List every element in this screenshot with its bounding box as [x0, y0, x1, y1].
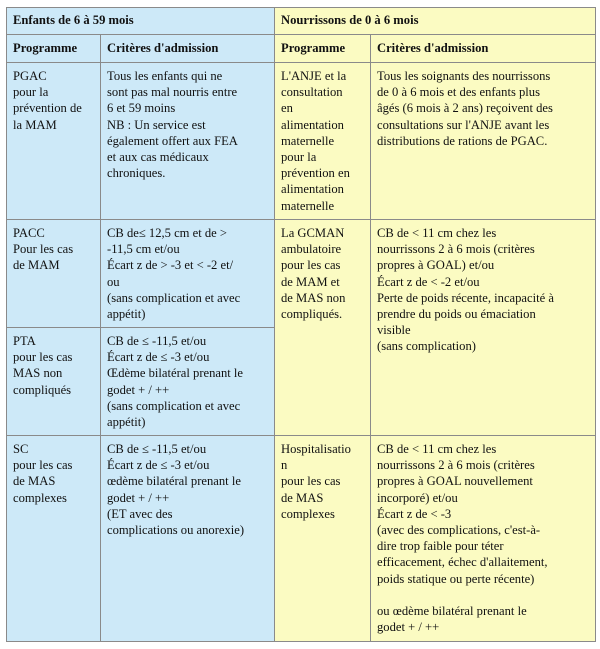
- table-cell: [101, 328, 275, 436]
- table-cell: [101, 63, 275, 220]
- program-sc: SC pour les cas de MAS complexes: [13, 442, 73, 505]
- infant-program-hospitalisation: Hospitalisatio n pour les cas de MAS complexes: [281, 442, 351, 521]
- program-pta: PTA pour les cas MAS non compliqués: [13, 334, 73, 397]
- table-row-sc: [7, 436, 596, 642]
- infant-criteria-anje: Tous les soignants des nourrissons de 0 à 6 mois et des enfants plus âgés (6 mois à 2 ans) reçoivent des consultations sur l'ANJE avant les distributions de rations de PGAC.: [377, 69, 553, 148]
- infant-criteria-hospitalisation: CB de < 11 cm chez les nourrissons 2 à 6 mois (critères propres à GOAL nouvellement incorporé) et/ou Écart z de < -3 (avec des complications, c'est-à- dire trop faible pour téter efficacement, échec d'allaitement, poids statique ou perte récente) ou œdème bilatéral prenant le godet + / ++: [377, 442, 548, 635]
- infant-program-anje: L'ANJE et la consultation en alimentation maternelle pour la prévention en alimentation maternelle: [281, 69, 350, 213]
- table-cell: [371, 220, 596, 436]
- group-header-infants: Nourrissons de 0 à 6 mois: [275, 8, 596, 35]
- table-cell: [275, 220, 371, 436]
- column-header-criteria: Critères d'admission: [101, 35, 275, 63]
- table-cell: [101, 220, 275, 328]
- criteria-pgac: Tous les enfants qui ne sont pas mal nourris entre 6 et 59 moins NB : Un service est également offert aux FEA et aux cas médicaux chroniques.: [107, 69, 238, 181]
- table-cell: [275, 436, 371, 642]
- table-cell: [101, 436, 275, 642]
- column-header-row: [7, 35, 596, 63]
- column-header-infant-criteria: Critères d'admission: [371, 35, 596, 63]
- table-cell: [7, 220, 101, 328]
- program-pgac: PGAC pour la prévention de la MAM: [13, 69, 82, 132]
- group-header-row: [7, 8, 596, 35]
- infant-program-gcman: La GCMAN ambulatoire pour les cas de MAM et de MAS non compliqués.: [281, 226, 346, 322]
- criteria-pta: CB de ≤ -11,5 et/ou Écart z de ≤ -3 et/ou Œdème bilatéral prenant le godet + / ++ (sans complication et avec appétit): [107, 334, 244, 430]
- program-pacc: PACC Pour les cas de MAM: [13, 226, 74, 273]
- criteria-sc: CB de ≤ -11,5 et/ou Écart z de ≤ -3 et/ou œdème bilatéral prenant le godet + / ++ (ET avec des complications ou anorexie): [107, 442, 245, 538]
- criteria-pacc: CB de≤ 12,5 cm et de > -11,5 cm et/ou Écart z de > -3 et < -2 et/ ou (sans complication et avec appétit): [107, 226, 241, 322]
- table-row-pgac: [7, 63, 596, 220]
- table-cell: [7, 436, 101, 642]
- table-row-pacc: [7, 220, 596, 328]
- table-cell: [7, 63, 101, 220]
- column-header-infant-program: Programme: [275, 35, 371, 63]
- group-header-children: Enfants de 6 à 59 mois: [7, 8, 275, 35]
- table-cell: [371, 436, 596, 642]
- table-cell: [275, 63, 371, 220]
- table-cell: [7, 328, 101, 436]
- admission-criteria-table: [6, 7, 596, 642]
- infant-criteria-gcman: CB de < 11 cm chez les nourrissons 2 à 6 mois (critères propres à GOAL) et/ou Écart z de < -2 et/ou Perte de poids récente, incapacité à prendre du poids ou émaciation visible (sans complication): [377, 226, 554, 354]
- column-header-program: Programme: [7, 35, 101, 63]
- table-cell: [371, 63, 596, 220]
